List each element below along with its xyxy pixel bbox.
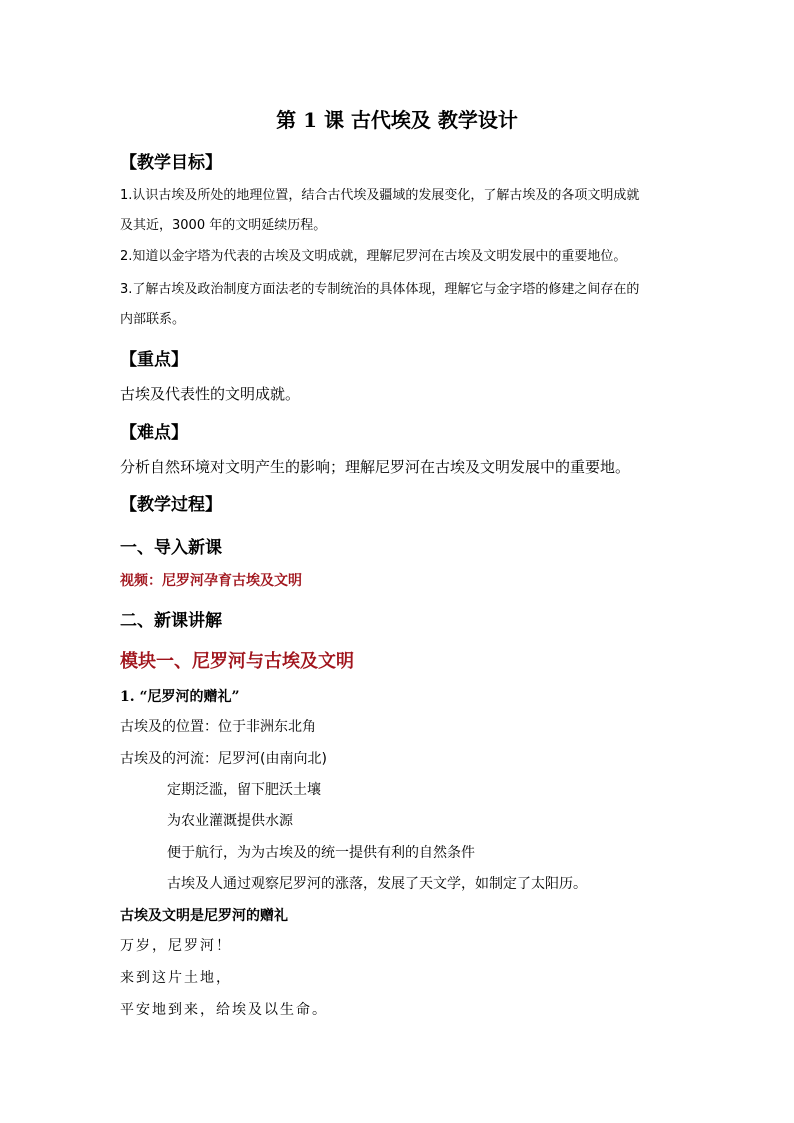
difficulties-text: 分析自然环境对文明产生的影响；理解尼罗河在古埃及文明发展中的重要地。 [120, 458, 631, 476]
river-benefit-1: 定期泛滥，留下肥沃土壤 [167, 782, 321, 798]
objective-1-line-2: 及其近，3000 年的文明延续历程。 [120, 218, 327, 233]
gift-heading: 古埃及文明是尼罗河的赠礼 [120, 908, 288, 924]
key-points-text: 古埃及代表性的文明成就。 [120, 385, 301, 403]
section-lecture-heading: 二、新课讲解 [120, 611, 222, 631]
objective-2: 2.知道以金字塔为代表的古埃及文明成就，理解尼罗河在古埃及文明发展中的重要地位。 [120, 249, 627, 264]
river-benefit-3: 便于航行，为为古埃及的统一提供有利的自然条件 [167, 845, 475, 861]
objective-3-line-1: 3.了解古埃及政治制度方面法老的专制统治的具体体现，理解它与金字塔的修建之间存在的 [120, 282, 640, 297]
subsection-1-heading: 1. “尼罗河的赠礼” [120, 689, 240, 705]
objective-3-line-2: 内部联系。 [120, 312, 186, 327]
key-points-heading: 【重点】 [120, 350, 188, 370]
poem-line-2: 来到这片土地， [120, 970, 232, 986]
section-intro-heading: 一、导入新课 [120, 538, 222, 558]
objective-1-line-1: 1.认识古埃及所处的地理位置，结合古代埃及疆域的发展变化，了解古埃及的各项文明成就 [120, 188, 640, 203]
process-heading: 【教学过程】 [120, 495, 222, 515]
poem-line-3: 平安地到来，给埃及以生命。 [120, 1002, 328, 1018]
module-1-heading: 模块一、尼罗河与古埃及文明 [120, 651, 354, 672]
river-text: 古埃及的河流：尼罗河(由南向北) [120, 751, 327, 767]
difficulties-heading: 【难点】 [120, 423, 188, 443]
river-benefit-4: 古埃及人通过观察尼罗河的涨落，发展了天文学，如制定了太阳历。 [167, 876, 587, 892]
document-title: 第 1 课 古代埃及 教学设计 [276, 108, 518, 132]
objectives-heading: 【教学目标】 [120, 153, 222, 173]
video-link: 视频：尼罗河孕育古埃及文明 [120, 573, 302, 589]
river-benefit-2: 为农业灌溉提供水源 [167, 813, 293, 829]
location-text: 古埃及的位置：位于非洲东北角 [120, 719, 316, 735]
poem-line-1: 万岁，尼罗河！ [120, 938, 232, 954]
